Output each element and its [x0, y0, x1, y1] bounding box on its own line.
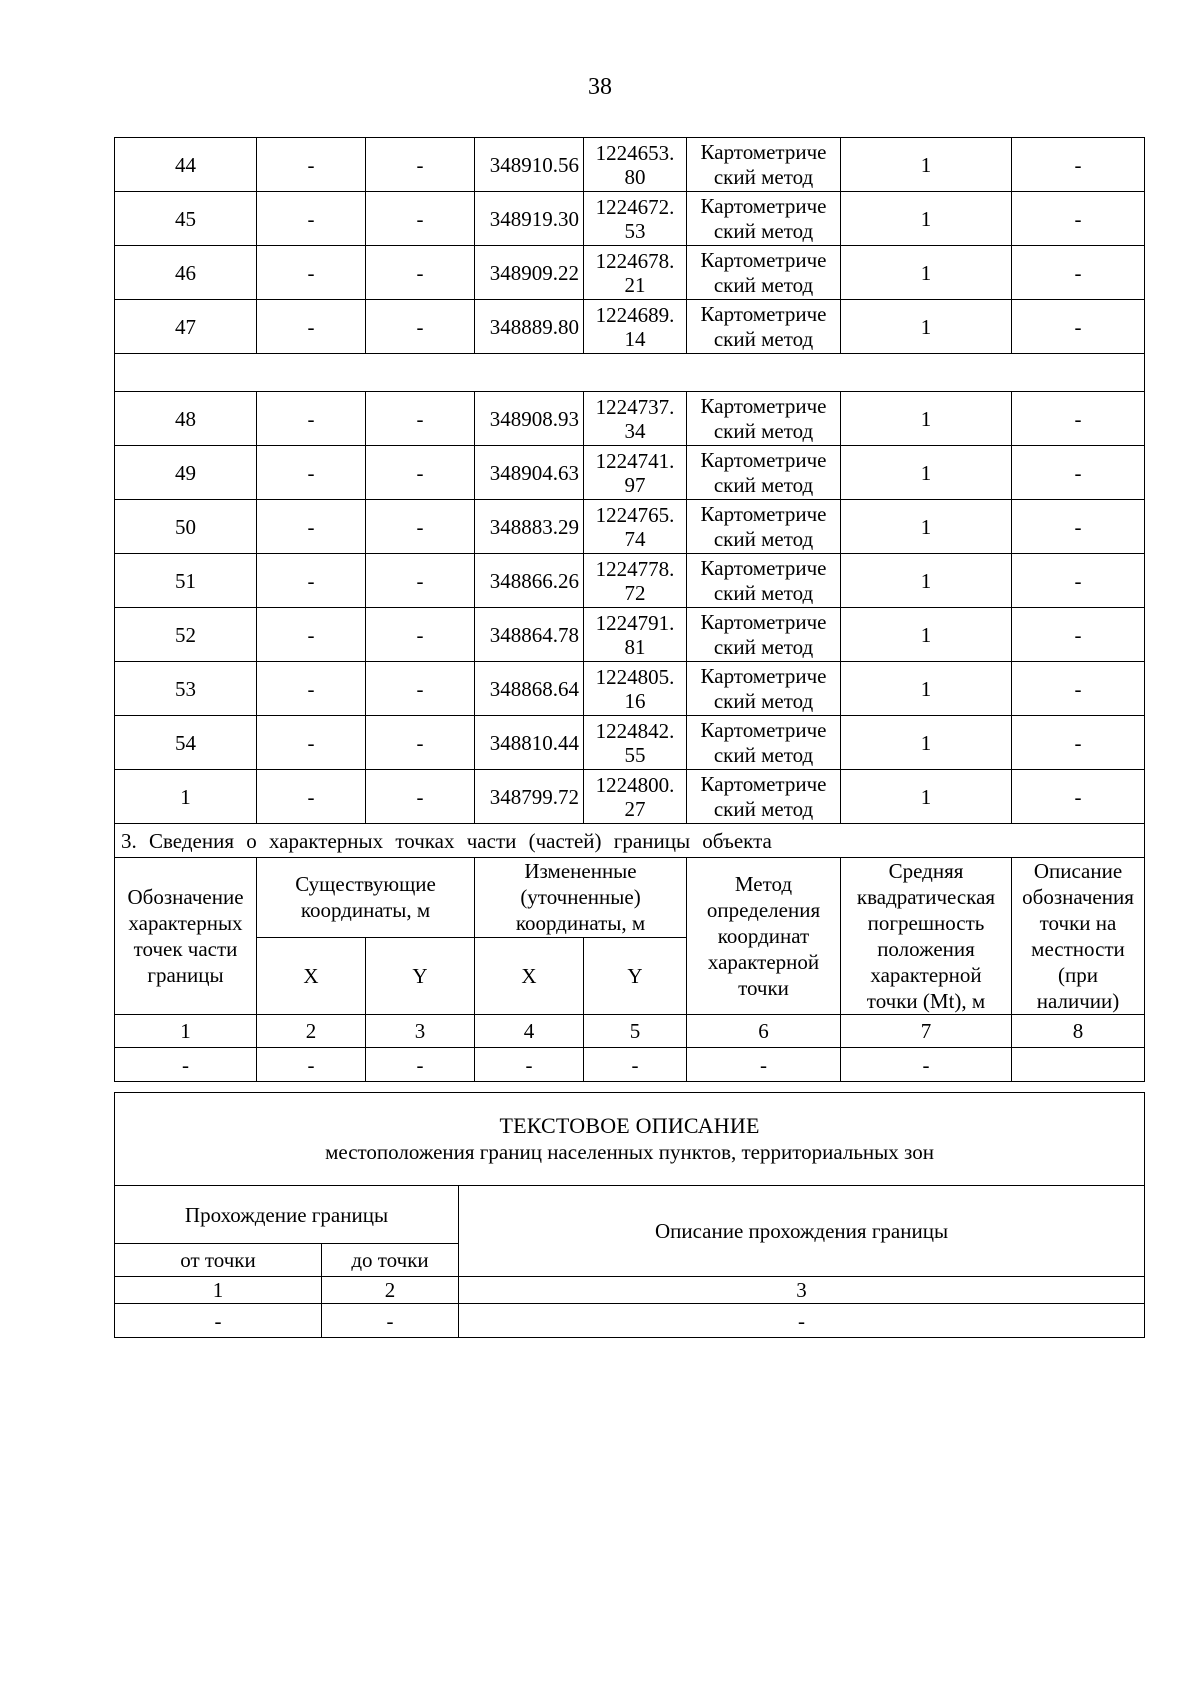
existing-y: - [366, 716, 475, 770]
point-description: - [1012, 662, 1145, 716]
coordinates-table [114, 137, 1145, 1082]
changed-y: 1224678. 21 [584, 246, 687, 300]
existing-y: - [366, 770, 475, 824]
existing-y: - [366, 662, 475, 716]
header-point-description [1012, 858, 1145, 1015]
header-line: (при [1058, 963, 1098, 987]
text-description-title-row [115, 1093, 1145, 1186]
existing-x: - [257, 246, 366, 300]
point-description: - [1012, 138, 1145, 192]
point-description: - [1012, 716, 1145, 770]
existing-y: - [366, 608, 475, 662]
header-line: точки [738, 976, 789, 1000]
point-number: 49 [115, 446, 257, 500]
method: Картометриче ский метод [687, 662, 841, 716]
column-number: 1 [115, 1015, 257, 1048]
column-number: 5 [584, 1015, 687, 1048]
mean-square-error: 1 [841, 446, 1012, 500]
point-number: 52 [115, 608, 257, 662]
table-cell: - [322, 1304, 459, 1338]
existing-y: - [366, 554, 475, 608]
column-number: 2 [322, 1277, 459, 1304]
header-to-point: до точки [322, 1244, 459, 1277]
table-cell: - [366, 1048, 475, 1082]
table-row [115, 662, 1145, 716]
point-number: 48 [115, 392, 257, 446]
changed-y: 1224778. 72 [584, 554, 687, 608]
mean-square-error: 1 [841, 138, 1012, 192]
changed-x: 348883.29 [475, 500, 584, 554]
mean-square-error: 1 [841, 392, 1012, 446]
changed-x: 348864.78 [475, 608, 584, 662]
existing-x: - [257, 770, 366, 824]
table-cell: - [584, 1048, 687, 1082]
page-number: 38 [588, 74, 612, 100]
point-number: 54 [115, 716, 257, 770]
column-number: 3 [366, 1015, 475, 1048]
header-line: Метод [734, 872, 793, 896]
changed-y: 1224842. 55 [584, 716, 687, 770]
column-numbers-row [115, 1015, 1145, 1048]
method: Картометриче ский метод [687, 554, 841, 608]
existing-y: - [366, 192, 475, 246]
table-row [115, 246, 1145, 300]
changed-x: 348868.64 [475, 662, 584, 716]
section-3-header-row [115, 858, 1145, 938]
separator-row [115, 354, 1145, 392]
changed-y: 1224800. 27 [584, 770, 687, 824]
column-number: 6 [687, 1015, 841, 1048]
header-line: квадратическая [856, 885, 996, 909]
changed-x: 348910.56 [475, 138, 584, 192]
point-number: 44 [115, 138, 257, 192]
method: Картометриче ский метод [687, 500, 841, 554]
existing-x: - [257, 392, 366, 446]
mean-square-error: 1 [841, 770, 1012, 824]
point-description: - [1012, 608, 1145, 662]
header-existing-x: X [257, 937, 366, 1015]
table-row [115, 554, 1145, 608]
table-cell: - [687, 1048, 841, 1082]
header-line: характерных [128, 911, 243, 935]
mean-square-error: 1 [841, 716, 1012, 770]
header-mean-square-error [841, 858, 1012, 1015]
changed-y: 1224689. 14 [584, 300, 687, 354]
table-cell: - [115, 1048, 257, 1082]
header-line: Средняя [888, 859, 964, 883]
method: Картометриче ский метод [687, 716, 841, 770]
point-number: 45 [115, 192, 257, 246]
existing-x: - [257, 138, 366, 192]
method: Картометриче ский метод [687, 138, 841, 192]
method: Картометриче ский метод [687, 770, 841, 824]
header-line: погрешность [867, 911, 985, 935]
point-number: 46 [115, 246, 257, 300]
header-line: Существующие [295, 872, 436, 897]
changed-y: 1224737. 34 [584, 392, 687, 446]
existing-x: - [257, 192, 366, 246]
header-boundary-passage: Прохождение границы [115, 1186, 459, 1244]
changed-y: 1224765. 74 [584, 500, 687, 554]
point-description: - [1012, 770, 1145, 824]
changed-x: 348904.63 [475, 446, 584, 500]
existing-y: - [366, 246, 475, 300]
section-3-empty-row [115, 1048, 1145, 1082]
text-description-title: ТЕКСТОВОЕ ОПИСАНИЕ [499, 1113, 760, 1138]
header-line: координат [717, 924, 810, 948]
section-3-title: 3. Сведения о характерных точках части (частей) границы объекта [115, 824, 1145, 858]
existing-x: - [257, 300, 366, 354]
table-cell: - [475, 1048, 584, 1082]
header-line: наличии) [1036, 989, 1120, 1013]
changed-x: 348866.26 [475, 554, 584, 608]
method: Картометриче ский метод [687, 192, 841, 246]
passage-empty-row [115, 1304, 1145, 1338]
changed-x: 348919.30 [475, 192, 584, 246]
header-line: Обозначение [127, 885, 244, 909]
table-cell: - [257, 1048, 366, 1082]
changed-y: 1224805. 16 [584, 662, 687, 716]
changed-y: 1224653. 80 [584, 138, 687, 192]
header-line: местности [1031, 937, 1125, 961]
column-number: 7 [841, 1015, 1012, 1048]
changed-y: 1224741. 97 [584, 446, 687, 500]
existing-y: - [366, 300, 475, 354]
header-existing-coordinates [257, 858, 475, 938]
header-changed-coordinates [475, 858, 687, 938]
changed-x: 348799.72 [475, 770, 584, 824]
header-existing-y: Y [366, 937, 475, 1015]
table-row [115, 608, 1145, 662]
section-3-title-row [115, 824, 1145, 858]
mean-square-error: 1 [841, 662, 1012, 716]
passage-header-row [115, 1186, 1145, 1244]
table-row [115, 392, 1145, 446]
point-description: - [1012, 392, 1145, 446]
changed-x: 348810.44 [475, 716, 584, 770]
text-description-subtitle: местоположения границ населенных пунктов, территориальных зон [325, 1140, 934, 1164]
header-line: определения [706, 898, 821, 922]
column-number: 4 [475, 1015, 584, 1048]
header-method [687, 858, 841, 1015]
point-description: - [1012, 246, 1145, 300]
existing-y: - [366, 392, 475, 446]
existing-x: - [257, 662, 366, 716]
mean-square-error: 1 [841, 300, 1012, 354]
point-number: 51 [115, 554, 257, 608]
table-row [115, 446, 1145, 500]
header-changed-y: Y [584, 937, 687, 1015]
table-cell [1012, 1048, 1145, 1082]
existing-x: - [257, 500, 366, 554]
header-line: точки (Mt), м [866, 989, 986, 1013]
passage-numbers-row [115, 1277, 1145, 1304]
mean-square-error: 1 [841, 554, 1012, 608]
mean-square-error: 1 [841, 246, 1012, 300]
existing-y: - [366, 138, 475, 192]
header-passage-description: Описание прохождения границы [459, 1186, 1145, 1277]
header-line: координаты, м [300, 898, 431, 923]
header-line: точки на [1039, 911, 1117, 935]
existing-x: - [257, 716, 366, 770]
text-description-table [114, 1092, 1145, 1338]
header-designation [115, 858, 257, 1015]
header-line: координаты, м [515, 911, 646, 936]
existing-y: - [366, 500, 475, 554]
header-from-point: от точки [115, 1244, 322, 1277]
table-cell: - [459, 1304, 1145, 1338]
existing-y: - [366, 446, 475, 500]
method: Картометриче ский метод [687, 608, 841, 662]
header-line: границы [147, 963, 224, 987]
method: Картометриче ский метод [687, 446, 841, 500]
table-cell: - [841, 1048, 1012, 1082]
column-number: 1 [115, 1277, 322, 1304]
point-description: - [1012, 446, 1145, 500]
point-description: - [1012, 500, 1145, 554]
column-number: 8 [1012, 1015, 1145, 1048]
method: Картометриче ский метод [687, 246, 841, 300]
existing-x: - [257, 608, 366, 662]
existing-x: - [257, 446, 366, 500]
point-number: 1 [115, 770, 257, 824]
table-row [115, 716, 1145, 770]
point-description: - [1012, 192, 1145, 246]
table-row [115, 138, 1145, 192]
table-row [115, 500, 1145, 554]
column-number: 2 [257, 1015, 366, 1048]
header-changed-x: X [475, 937, 584, 1015]
changed-x: 348889.80 [475, 300, 584, 354]
point-number: 53 [115, 662, 257, 716]
table-row [115, 770, 1145, 824]
mean-square-error: 1 [841, 500, 1012, 554]
header-line: характерной [870, 963, 982, 987]
changed-x: 348909.22 [475, 246, 584, 300]
method: Картометриче ский метод [687, 300, 841, 354]
point-description: - [1012, 554, 1145, 608]
header-line: Описание [1033, 859, 1123, 883]
header-line: положения [877, 937, 975, 961]
changed-y: 1224791. 81 [584, 608, 687, 662]
mean-square-error: 1 [841, 192, 1012, 246]
header-line: характерной [707, 950, 820, 974]
header-line: обозначения [1022, 885, 1134, 909]
method: Картометриче ский метод [687, 392, 841, 446]
changed-x: 348908.93 [475, 392, 584, 446]
point-number: 47 [115, 300, 257, 354]
header-line: (уточненные) [520, 885, 641, 910]
header-line: точек части [133, 937, 238, 961]
header-line: Измененные [524, 859, 637, 884]
table-cell: - [115, 1304, 322, 1338]
table-row [115, 300, 1145, 354]
changed-y: 1224672. 53 [584, 192, 687, 246]
existing-x: - [257, 554, 366, 608]
column-number: 3 [459, 1277, 1145, 1304]
mean-square-error: 1 [841, 608, 1012, 662]
point-number: 50 [115, 500, 257, 554]
point-description: - [1012, 300, 1145, 354]
table-row [115, 192, 1145, 246]
